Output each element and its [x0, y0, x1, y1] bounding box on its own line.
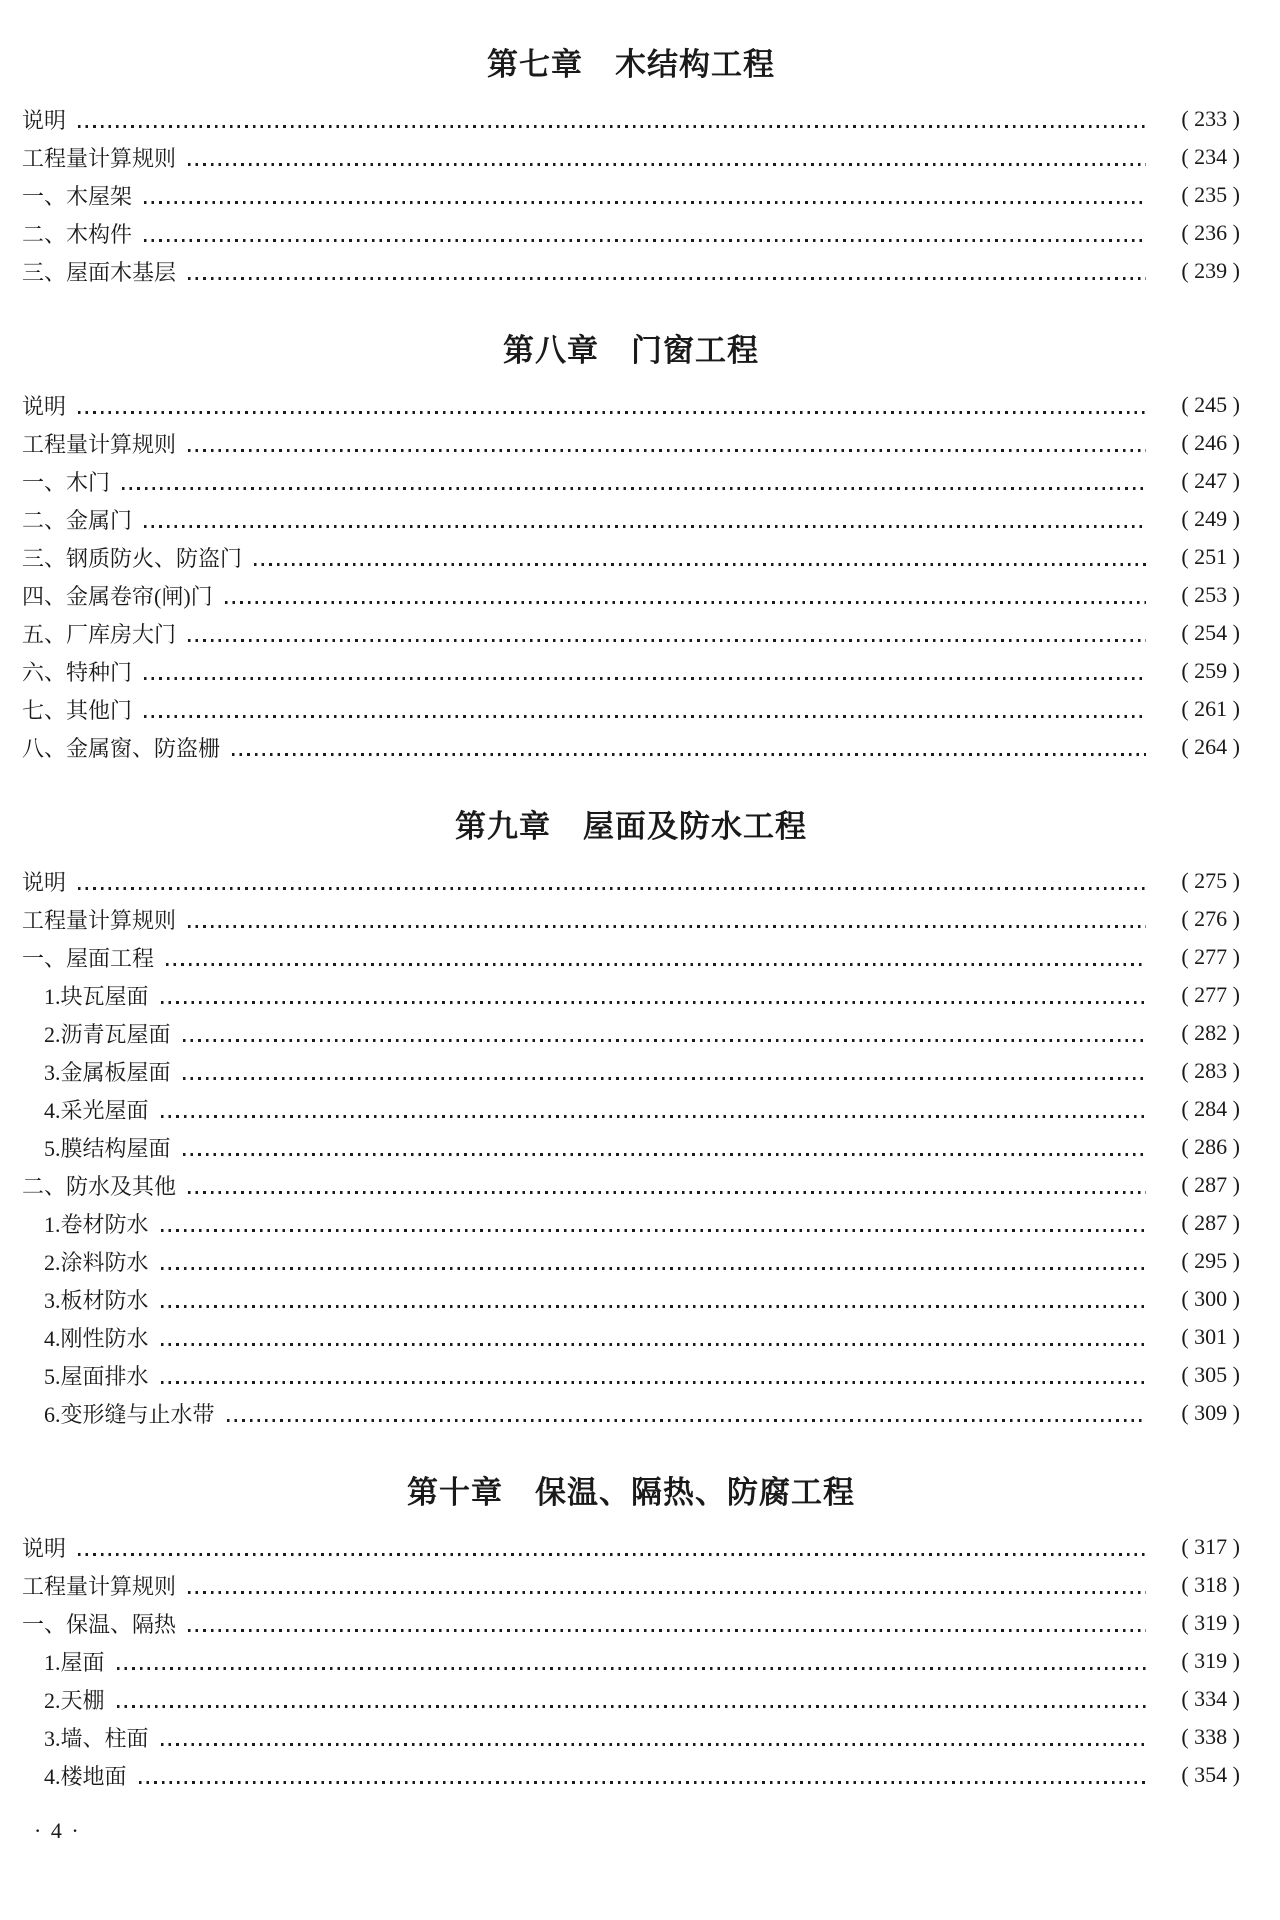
toc-entry-page: ( 309 )	[1181, 1400, 1240, 1425]
toc-entry-label: 二、木构件	[22, 221, 133, 247]
toc-entry	[22, 1242, 1240, 1280]
toc-entry-page: ( 301 )	[1181, 1324, 1240, 1349]
chapter-section	[22, 44, 1240, 290]
toc-entry-label: 四、金属卷帘(闸)门	[22, 583, 213, 609]
toc-entry-page: ( 287 )	[1181, 1210, 1240, 1235]
toc-entry-page: ( 287 )	[1181, 1172, 1240, 1197]
toc-entry-page: ( 317 )	[1181, 1534, 1240, 1559]
toc-entry-label: 说明	[22, 107, 67, 133]
toc-entry-page: ( 334 )	[1181, 1686, 1240, 1711]
dot-leader	[161, 1305, 1146, 1308]
dot-leader	[122, 487, 1146, 490]
toc-entry-page: ( 276 )	[1181, 906, 1240, 931]
dot-leader	[161, 1267, 1146, 1270]
dot-leader	[144, 239, 1146, 242]
chapter-section	[22, 806, 1240, 1432]
toc-entry-page: ( 275 )	[1181, 868, 1240, 893]
toc-entry	[22, 1528, 1240, 1566]
toc-entry-page: ( 286 )	[1181, 1134, 1240, 1159]
dot-leader	[225, 601, 1146, 604]
toc-entry-page: ( 295 )	[1181, 1248, 1240, 1273]
toc-entry	[22, 1166, 1240, 1204]
toc-entry	[22, 538, 1240, 576]
dot-leader	[254, 563, 1146, 566]
dot-leader	[188, 277, 1146, 280]
dot-leader	[227, 1419, 1146, 1422]
toc-entry-page: ( 249 )	[1181, 506, 1240, 531]
toc-entry	[22, 252, 1240, 290]
chapter-title: 第八章 门窗工程	[503, 333, 759, 368]
toc-entry-label: 说明	[22, 1535, 67, 1561]
toc-entry-page: ( 254 )	[1181, 620, 1240, 645]
toc-entry-page: ( 251 )	[1181, 544, 1240, 569]
toc-entry-label: 4.刚性防水	[44, 1325, 149, 1351]
dot-leader	[183, 1077, 1146, 1080]
dot-leader	[144, 677, 1146, 680]
toc-entry	[22, 576, 1240, 614]
toc-entry-label: 4.楼地面	[44, 1763, 127, 1789]
dot-leader	[144, 201, 1146, 204]
toc-entry-label: 1.块瓦屋面	[44, 983, 149, 1009]
toc-entry-page: ( 236 )	[1181, 220, 1240, 245]
toc-entry-label: 3.墙、柱面	[44, 1725, 149, 1751]
dot-leader	[117, 1705, 1146, 1708]
dot-leader	[161, 1001, 1146, 1004]
toc-entry-label: 3.板材防水	[44, 1287, 149, 1313]
toc-entry-page: ( 338 )	[1181, 1724, 1240, 1749]
toc-entry	[22, 614, 1240, 652]
dot-leader	[188, 163, 1146, 166]
toc-entry-page: ( 305 )	[1181, 1362, 1240, 1387]
toc-entry-page: ( 253 )	[1181, 582, 1240, 607]
dot-leader	[139, 1781, 1146, 1784]
toc-entry	[22, 500, 1240, 538]
toc-entry-label: 4.采光屋面	[44, 1097, 149, 1123]
toc-entry-page: ( 245 )	[1181, 392, 1240, 417]
dot-leader	[183, 1039, 1146, 1042]
dot-leader	[161, 1343, 1146, 1346]
toc-entry	[22, 1280, 1240, 1318]
chapter-section	[22, 330, 1240, 766]
toc-entry-label: 一、屋面工程	[22, 945, 155, 971]
toc-entry-page: ( 319 )	[1181, 1610, 1240, 1635]
toc-entry-label: 1.屋面	[44, 1649, 105, 1675]
toc-entry	[22, 138, 1240, 176]
dot-leader	[188, 449, 1146, 452]
chapter-title: 第十章 保温、隔热、防腐工程	[407, 1475, 855, 1510]
toc-entry-label: 三、屋面木基层	[22, 259, 177, 285]
dot-leader	[188, 1191, 1146, 1194]
toc-entry	[22, 176, 1240, 214]
toc-entry	[22, 1680, 1240, 1718]
toc-entry-page: ( 261 )	[1181, 696, 1240, 721]
toc-entry	[22, 1756, 1240, 1794]
toc-entry-page: ( 283 )	[1181, 1058, 1240, 1083]
dot-leader	[183, 1153, 1146, 1156]
chapter-title: 第九章 屋面及防水工程	[455, 809, 807, 844]
toc-entry	[22, 728, 1240, 766]
toc-entry-label: 3.金属板屋面	[44, 1059, 171, 1085]
toc-entry-label: 2.天棚	[44, 1687, 105, 1713]
toc-entry-page: ( 239 )	[1181, 258, 1240, 283]
toc-entry-label: 六、特种门	[22, 659, 133, 685]
toc-entry-page: ( 234 )	[1181, 144, 1240, 169]
toc-entry-page: ( 282 )	[1181, 1020, 1240, 1045]
toc-entry-label: 1.卷材防水	[44, 1211, 149, 1237]
toc-entry-label: 2.涂料防水	[44, 1249, 149, 1275]
dot-leader	[117, 1667, 1146, 1670]
toc-entry-label: 工程量计算规则	[22, 431, 177, 457]
toc-entry-label: 说明	[22, 869, 67, 895]
chapter-title: 第七章 木结构工程	[487, 47, 775, 82]
toc-entry-label: 二、金属门	[22, 507, 133, 533]
toc-entry-label: 一、保温、隔热	[22, 1611, 177, 1637]
dot-leader	[78, 1553, 1146, 1556]
dot-leader	[78, 411, 1146, 414]
toc-entry	[22, 1204, 1240, 1242]
toc-entry-label: 七、其他门	[22, 697, 133, 723]
dot-leader	[161, 1229, 1146, 1232]
toc-entry	[22, 1718, 1240, 1756]
toc-entry-label: 八、金属窗、防盗栅	[22, 735, 221, 761]
toc-entry-page: ( 259 )	[1181, 658, 1240, 683]
toc-entry	[22, 652, 1240, 690]
toc-entry-page: ( 284 )	[1181, 1096, 1240, 1121]
toc-entry	[22, 1014, 1240, 1052]
toc-entry-page: ( 354 )	[1181, 1762, 1240, 1787]
toc-entry	[22, 1318, 1240, 1356]
toc-entry	[22, 1394, 1240, 1432]
dot-leader	[166, 963, 1146, 966]
toc-entry	[22, 1356, 1240, 1394]
dot-leader	[188, 639, 1146, 642]
toc-entry	[22, 1566, 1240, 1604]
toc-entry	[22, 1604, 1240, 1642]
toc-entry-page: ( 235 )	[1181, 182, 1240, 207]
toc-entry-label: 工程量计算规则	[22, 145, 177, 171]
toc-entry-label: 工程量计算规则	[22, 1573, 177, 1599]
toc-entry	[22, 900, 1240, 938]
toc-entry-label: 2.沥青瓦屋面	[44, 1021, 171, 1047]
toc-entry-page: ( 277 )	[1181, 982, 1240, 1007]
toc-entry-page: ( 300 )	[1181, 1286, 1240, 1311]
dot-leader	[78, 887, 1146, 890]
toc-entry	[22, 1090, 1240, 1128]
toc-entry	[22, 386, 1240, 424]
toc-entry	[22, 976, 1240, 1014]
dot-leader	[161, 1381, 1146, 1384]
toc-entry-label: 二、防水及其他	[22, 1173, 177, 1199]
toc-entry-page: ( 277 )	[1181, 944, 1240, 969]
dot-leader	[232, 753, 1146, 756]
toc-entry	[22, 424, 1240, 462]
toc-entry-label: 5.屋面排水	[44, 1363, 149, 1389]
toc-entry-label: 5.膜结构屋面	[44, 1135, 171, 1161]
dot-leader	[144, 715, 1146, 718]
toc-entry	[22, 938, 1240, 976]
toc-entry-label: 一、木门	[22, 469, 111, 495]
toc-entry-page: ( 247 )	[1181, 468, 1240, 493]
toc-entry-label: 五、厂库房大门	[22, 621, 177, 647]
dot-leader	[144, 525, 1146, 528]
dot-leader	[161, 1115, 1146, 1118]
dot-leader	[188, 1629, 1146, 1632]
dot-leader	[188, 925, 1146, 928]
dot-leader	[188, 1591, 1146, 1594]
toc-entry-page: ( 233 )	[1181, 106, 1240, 131]
toc-entry-label: 一、木屋架	[22, 183, 133, 209]
toc-entry-page: ( 319 )	[1181, 1648, 1240, 1673]
chapter-section	[22, 1472, 1240, 1794]
toc-entry-label: 工程量计算规则	[22, 907, 177, 933]
toc-entry	[22, 462, 1240, 500]
page-number-footer: · 4 ·	[34, 1818, 81, 1843]
toc-entry	[22, 1128, 1240, 1166]
dot-leader	[78, 125, 1146, 128]
toc-entry-label: 6.变形缝与止水带	[44, 1401, 215, 1427]
toc-entry	[22, 690, 1240, 728]
toc-entry-page: ( 318 )	[1181, 1572, 1240, 1597]
toc-entry-page: ( 246 )	[1181, 430, 1240, 455]
toc-entry	[22, 100, 1240, 138]
toc-entry	[22, 862, 1240, 900]
toc-entry-page: ( 264 )	[1181, 734, 1240, 759]
toc-entry-label: 说明	[22, 393, 67, 419]
dot-leader	[161, 1743, 1146, 1746]
toc-entry	[22, 1052, 1240, 1090]
toc-entry	[22, 214, 1240, 252]
toc-entry-label: 三、钢质防火、防盗门	[22, 545, 243, 571]
toc-entry	[22, 1642, 1240, 1680]
